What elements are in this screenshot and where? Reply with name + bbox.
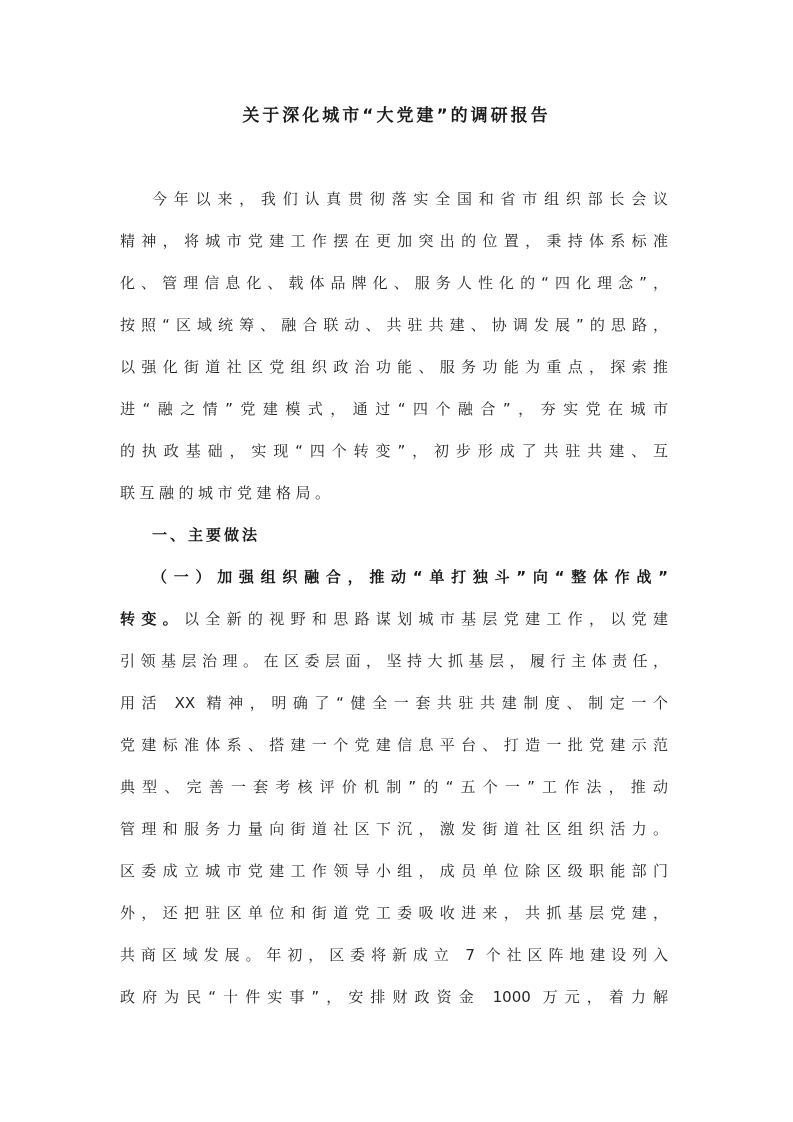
- paragraph-line: 精神，将城市党建工作摆在更加突出的位置，秉持体系标准: [120, 232, 668, 250]
- paragraph-line: 典型、完善一套考核评价机制”的“五个一”工作法，推动: [120, 778, 668, 796]
- paragraph-line: 区委成立城市党建工作领导小组，成员单位除区级职能部门: [120, 862, 668, 880]
- subsection-heading-end: 转变。: [120, 610, 184, 628]
- paragraph-line: 进“融之情”党建模式，通过“四个融合”，夯实党在城市: [120, 400, 668, 418]
- paragraph-line: 政府为民“十件实事”，安排财政资金 1000 万元，着力解: [120, 988, 668, 1006]
- paragraph-line: 外，还把驻区单位和街道党工委吸收进来，共抓基层党建，: [120, 904, 668, 922]
- paragraph-line: 的执政基础，实现“四个转变”，初步形成了共驻共建、互: [120, 442, 668, 460]
- document-title: 关于深化城市“大党建”的调研报告: [242, 106, 551, 126]
- paragraph-line: [120, 605, 668, 633]
- paragraph-line: 共商区域发展。年初，区委将新成立 7 个社区阵地建设列入: [120, 946, 668, 964]
- paragraph-line: 今年以来，我们认真贯彻落实全国和省市组织部长会议: [152, 190, 668, 208]
- paragraph-line: 按照“区域统筹、融合联动、共驻共建、协调发展”的思路，: [120, 316, 668, 334]
- paragraph-line: 化、管理信息化、载体品牌化、服务人性化的“四化理念”，: [120, 274, 668, 292]
- section-heading: 一、主要做法: [152, 526, 261, 544]
- paragraph-text: 以全新的视野和思路谋划城市基层党建工作，以党建: [183, 610, 668, 628]
- subsection-heading: （一）加强组织融合，推动“单打独斗”向“整体作战”: [152, 568, 668, 586]
- paragraph-line: 管理和服务力量向街道社区下沉，激发街道社区组织活力。: [120, 820, 668, 838]
- paragraph-line: 引领基层治理。在区委层面，坚持大抓基层，履行主体责任，: [120, 652, 668, 670]
- paragraph-line: 联互融的城市党建格局。: [120, 484, 335, 502]
- paragraph-line: 用活 XX 精神，明确了“健全一套共驻共建制度、制定一个: [120, 694, 668, 712]
- paragraph-line: 党建标准体系、搭建一个党建信息平台、打造一批党建示范: [120, 736, 668, 754]
- paragraph-line: 以强化街道社区党组织政治功能、服务功能为重点，探索推: [120, 358, 668, 376]
